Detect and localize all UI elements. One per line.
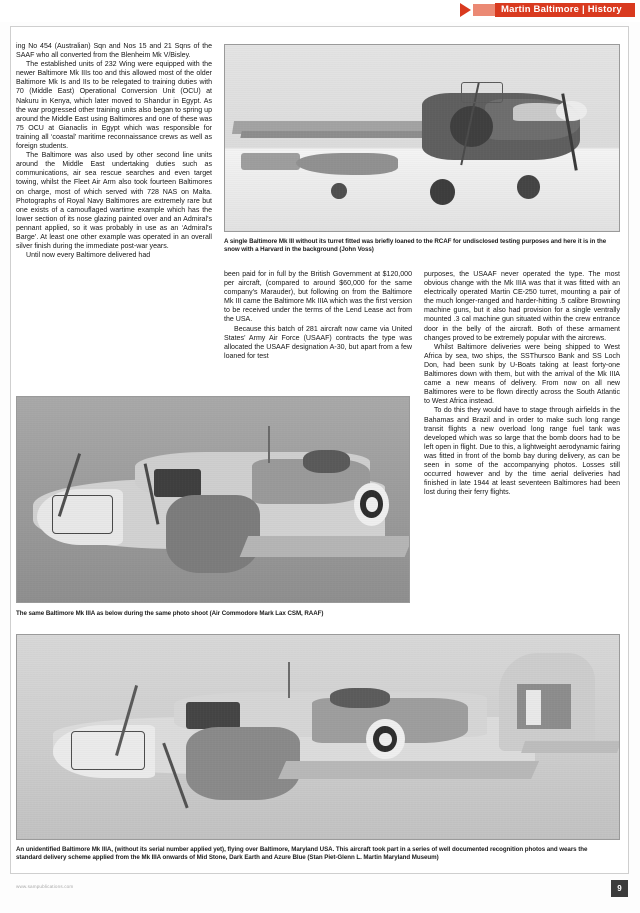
body-column-1 (16, 42, 212, 260)
photo-caption: The same Baltimore Mk IIIA as below during the same photo shoot (Air Commodore Mark Lax CSM, RAAF) (16, 610, 324, 617)
header-title: Martin Baltimore | History (495, 3, 628, 17)
header-dash-decoration (473, 4, 495, 16)
paragraph: Until now every Baltimore delivered had (26, 252, 151, 260)
photo-grain (17, 635, 619, 839)
footer-website-url: www.sampublications.com (16, 884, 74, 889)
paragraph: To do this they would have to stage through airfields in the Bahamas and Brazil and in order to make such long range transit flights a new overload long range fuel tank was developed which was so large that the bomb doors had to be left open in flight. Due to this, a lightweight aerodynamic fairing was fitted in front of the bomb bay during delivery, as can be seen in some of the accompanying photos. Losses still occurred however and by the time aerial deliveries had finished in late 1944 at least seventeen Baltimores had been lost during their ferry flights. (424, 407, 620, 497)
paragraph: Because this batch of 281 aircraft now came via United States’ Army Air Force (USAAF) contracts the type was allocated the USAAF designation A-30, but apart from a few loaned for test (224, 325, 412, 360)
paragraph: The established units of 232 Wing were equipped with the newer Baltimore Mk IIIs too and this allowed most of the older Baltimore Mk Is and IIs to be relegated to training duties with 70 (Middle East) Operational Conversion Unit (OCU) at Nakuru in Kenya, which later moved to Shandur in Egypt. As the war progressed other training units also began to spring up around the Middle East using Baltimores and one of these was 75 OCU at Gianaclis in Egypt which was responsible for training all ‘coastal’ maritime reconnaissance crews as well as foreign students. (16, 61, 212, 151)
triangle-right-icon (460, 3, 471, 17)
photo-baltimore-snow (224, 44, 620, 232)
photo-caption: A single Baltimore Mk III without its turret fitted was briefly loaned to the RCAF for undisclosed testing purposes and here it is in the snow with a Harvard in the background (John Voss) (224, 238, 607, 254)
paragraph: ing No 454 (Australian) Sqn and Nos 15 and 21 Sqns of the SAAF who all converted from the Blenheim Mk V/Bisley. (16, 43, 212, 60)
paragraph: Whilst Baltimore deliveries were being shipped to West Africa by sea, two ships, the SSThursco Bank and SS Loch Don, had been sunk by U-Boats taking at least forty-one Baltimores down with them, but with the arrival of the Mk IIIA came a new means of delivery. From now on all new Baltimores were to be flown directly across the South Atlantic to West Africa instead. (424, 343, 620, 406)
photo-grain (225, 45, 619, 231)
page-header (0, 0, 640, 22)
body-column-3 (424, 270, 620, 497)
photo-baltimore-mkiiia-air (16, 396, 410, 603)
paragraph: purposes, the USAAF never operated the type. The most obvious change with the Mk IIIA was that it was fitted with an electrically operated Martin CE-250 turret, mounting a pair of the much longer-ranged and harder-hitting .5 calibre Browning machine guns, but it also had provision for a single ventrally mounted .3 cal machine gun situated within the crew entrance door in the belly of the aircraft. Both of these armament changes proved to be extremely popular with the aircrews. (424, 271, 620, 342)
body-column-2 (224, 270, 412, 361)
photo-caption: An unidentified Baltimore Mk IIIA, (without its serial number applied yet), flying over Baltimore, Maryland USA. This aircraft took part in a series of well documented recognition photos and wears the standard delivery scheme applied from the Mk IIIA onwards of Mid Stone, Dark Earth and Azure Blue (Stan Piet-Glenn L. Martin Maryland Museum) (16, 846, 588, 862)
header-square-decoration (622, 3, 635, 17)
photo-baltimore-maryland (16, 634, 620, 840)
page-number: 9 (611, 880, 628, 897)
photo-grain (17, 397, 409, 602)
paragraph: been paid for in full by the British Government at $120,000 per aircraft, (compared to around $60,000 for the same company’s Marauder), but following on from the Baltimore Mk III came the Baltimore Mk IIIA which was the first version to be received under the terms of the Lend Lease act from the USA. (224, 271, 412, 324)
paragraph: The Baltimore was also used by other second line units around the Middle East undertaking duties such as communications, air sea rescue searches and even target towing, whilst the Fleet Air Arm also took fourteen Baltimores on charge, most of which served with 728 NAS on Malta. Photographs of Royal Navy Baltimores are extremely rare but one exists of a camouflaged wartime example which has the lower section of its nose glazing painted over and an Admiral’s pennant applied, so it was probably in use as an ‘Admiral’s Barge’. At least one other example was operated in an overall silver finish during the immediate post-war years. (16, 152, 212, 251)
